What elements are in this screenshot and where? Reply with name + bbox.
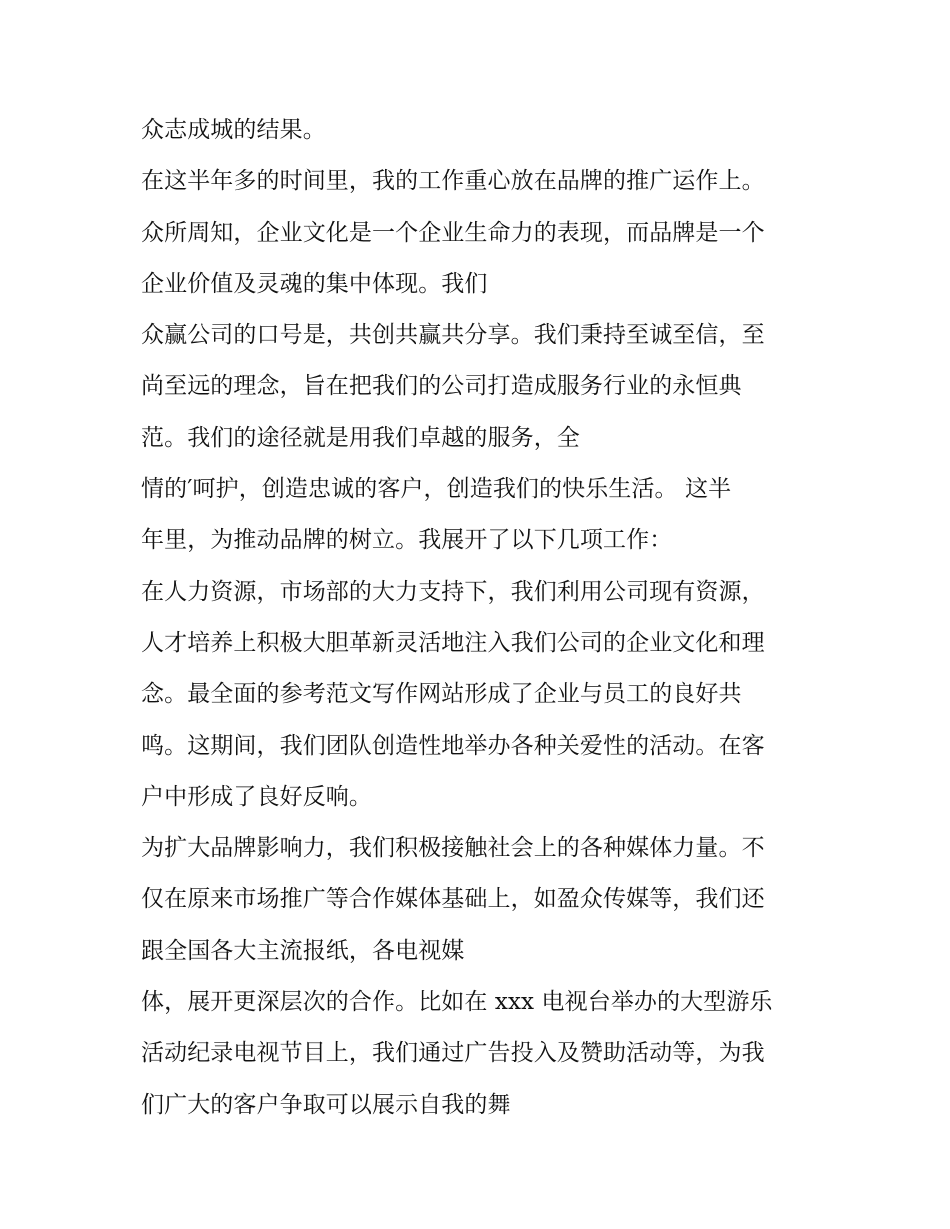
text-line: 在人力资源，市场部的大力支持下，我们利用公司现有资源， xyxy=(141,578,765,605)
text-line: 众赢公司的口号是，共创共赢共分享。我们秉持至诚至信，至 xyxy=(141,322,765,349)
text-line: 活动纪录电视节目上，我们通过广告投入及赞助活动等，为我 xyxy=(141,1040,765,1067)
text-line: 跟全国各大主流报纸，各电视媒 xyxy=(141,937,465,964)
text-line: 们广大的客户争取可以展示自我的舞 xyxy=(141,1091,511,1118)
text-line: 众志成城的结果。 xyxy=(141,117,326,143)
text-line: 为扩大品牌影响力，我们积极接触社会上的各种媒体力量。不 xyxy=(141,835,765,862)
body-text xyxy=(141,108,841,1134)
text-line: 年里，为推动品牌的树立。我展开了以下几项工作： xyxy=(141,527,673,554)
text-line: 鸣。这期间，我们团队创造性地举办各种关爱性的活动。在客 xyxy=(141,732,765,759)
text-line: 仅在原来市场推广等合作媒体基础上，如盈众传媒等，我们还 xyxy=(141,886,765,913)
text-line: 体，展开更深层次的合作。比如在 xxx 电视台举办的大型游乐 xyxy=(141,989,773,1016)
text-line: 户中形成了良好反响。 xyxy=(141,783,372,810)
text-line: 念。最全面的参考范文写作网站形成了企业与员工的良好共 xyxy=(141,681,742,708)
text-line: 范。我们的途径就是用我们卓越的服务，全 xyxy=(141,424,580,451)
text-line: 在这半年多的时间里，我的工作重心放在品牌的推广运作上。 xyxy=(141,168,765,195)
text-line: 人才培养上积极大胆革新灵活地注入我们公司的企业文化和理 xyxy=(141,629,765,656)
text-line: 情的′呵护，创造忠诚的客户，创造我们的快乐生活。 这半 xyxy=(141,476,732,503)
text-line: 众所周知，企业文化是一个企业生命力的表现，而品牌是一个 xyxy=(141,219,765,246)
text-line: 尚至远的理念，旨在把我们的公司打造成服务行业的永恒典 xyxy=(141,373,742,400)
text-line: 企业价值及灵魂的集中体现。我们 xyxy=(141,270,488,297)
